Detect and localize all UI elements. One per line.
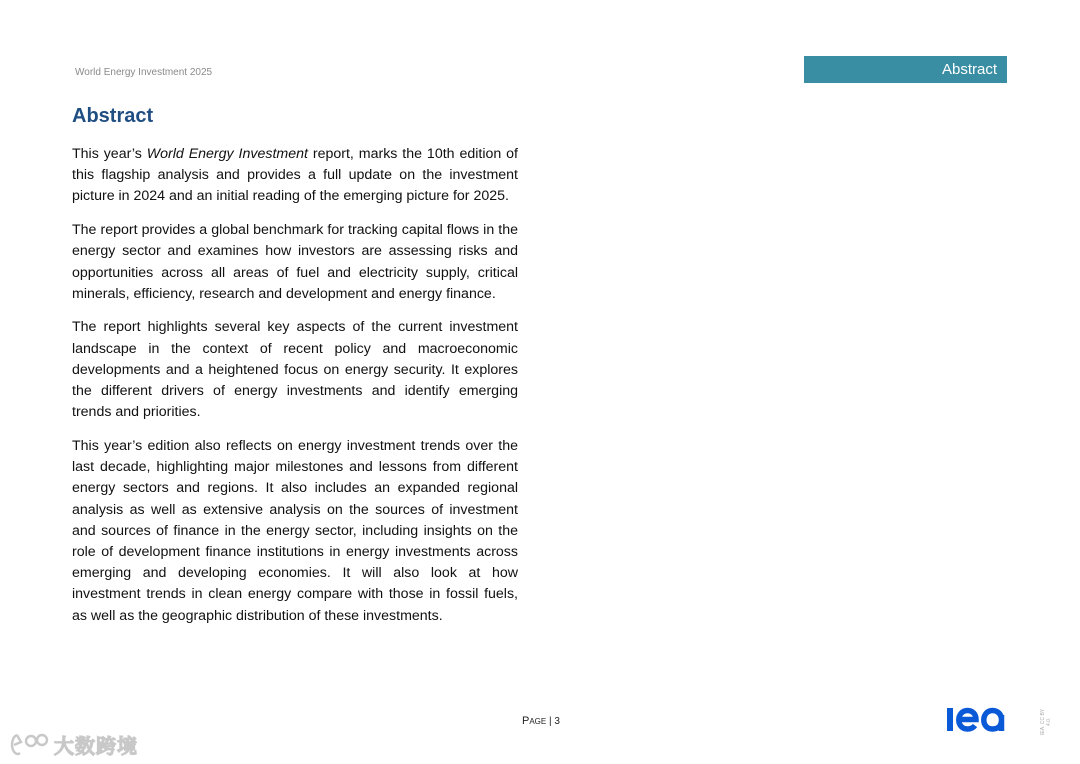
paragraph-1 bbox=[72, 144, 518, 208]
page-number-value: 3 bbox=[554, 716, 560, 727]
iea-logo bbox=[946, 705, 1008, 733]
paragraph-1-start: This year’s bbox=[72, 146, 147, 162]
paragraph-4: This year’s edition also reflects on energy investment trends over the last decade, highlighting major milestones and lessons from different energy sectors and regions. It also includes an expanded regional analysis as well as extensive analysis on the sources of investment and sources of finance in the energy sector, including insights on the role of development finance institutions in energy investments across emerging and developing economies. It will also look at how investment trends in clean energy compare with those in fossil fuels, as well as the geographic distribution of these investments. bbox=[72, 437, 518, 624]
page-label: Page bbox=[522, 715, 547, 727]
section-tab bbox=[804, 56, 1007, 83]
page-separator: | bbox=[546, 716, 555, 727]
report-name-italic: World Energy Investment bbox=[146, 146, 308, 162]
section-tab-label: Abstract bbox=[941, 61, 997, 78]
watermark-logo-icon bbox=[8, 731, 50, 757]
page-number bbox=[522, 715, 560, 727]
logo-letter-i bbox=[947, 708, 953, 731]
logo-letter-e bbox=[959, 711, 976, 730]
paragraph-3: The report highlights several key aspects of the current investment landscape in the context of recent policy and macroeconomic developments and a heightened focus on energy security. It explores the different drivers of energy investments and identify emerging trends and priorities. bbox=[72, 319, 518, 421]
abstract-body bbox=[72, 144, 518, 639]
paragraph-1-end: report, marks the 10th edition of this flagship analysis and provides a full update on the investment picture in 2024 and an initial reading of the emerging picture for 2025. bbox=[72, 146, 518, 205]
license-note: IEA. CC BY 4.0. bbox=[1040, 708, 1052, 736]
watermark-text: 大数跨境 bbox=[54, 735, 138, 758]
page-title: Abstract bbox=[72, 105, 154, 127]
paragraph-2: The report provides a global benchmark for tracking capital flows in the energy sector and examines how investors are assessing risks and opportunities across all areas of fuel and electricity supply, critical minerals, efficiency, research and development and energy finance. bbox=[72, 222, 518, 302]
logo-letter-a bbox=[984, 711, 1002, 732]
watermark bbox=[8, 730, 138, 758]
running-header-title: World Energy Investment 2025 bbox=[75, 67, 213, 78]
